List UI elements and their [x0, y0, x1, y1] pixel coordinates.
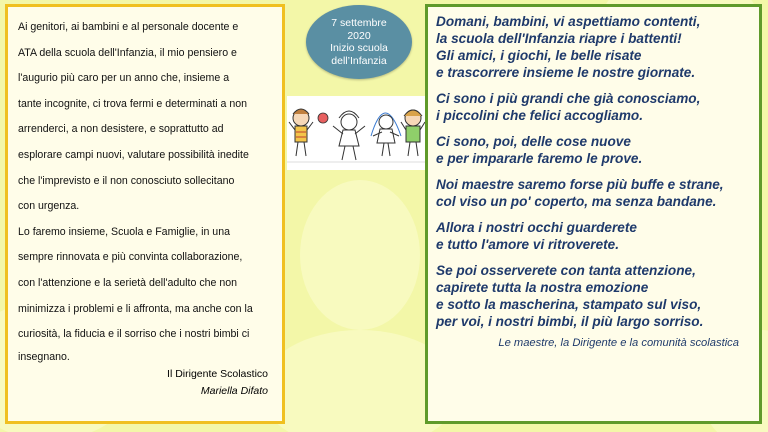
poem-line: e sotto la mascherina, stampato sul viso, — [436, 297, 702, 312]
poem-line: Domani, bambini, vi aspettiamo contenti, — [436, 14, 701, 29]
date-badge-line: Inizio scuola — [330, 42, 388, 54]
message-line: sempre rinnovata e più convinta collaborazione, — [18, 251, 243, 264]
message-line: Lo faremo insieme, Scuola e Famiglie, in una — [18, 225, 230, 238]
date-badge-line: dell’Infanzia — [331, 54, 387, 67]
message-line: che l'imprevisto e il non conosciuto sollecitano — [18, 174, 235, 187]
poem — [436, 13, 751, 330]
message-line: con urgenza. — [18, 200, 80, 213]
poem-line: per voi, i nostri bimbi, il più largo sorriso. — [436, 314, 704, 329]
poem-stanza — [436, 176, 751, 210]
signature-title: Il Dirigente Scolastico — [167, 367, 268, 380]
message-line: tante incognite, ci trova fermi e determinati a non — [18, 97, 248, 110]
poem-line: col viso un po' coperto, ma senza bandane. — [436, 194, 717, 209]
poem-stanza — [436, 219, 751, 253]
message-line: esplorare campi nuovi, valutare possibilità inedite — [18, 148, 249, 161]
poem-line: Allora i nostri occhi guarderete — [436, 220, 637, 235]
message-line: minimizza i problemi e li affronta, ma anche con la — [18, 302, 253, 315]
poem-line: e per impararle faremo le prove. — [436, 151, 643, 166]
dirigente-message-box — [5, 4, 285, 424]
message-line: con l'attenzione e la serietà dell'adulto che non — [18, 276, 238, 289]
children-playing-drawing — [287, 96, 426, 170]
message-line: curiosità, la fiducia e il sorriso che i nostri bimbi ci — [18, 328, 250, 341]
dirigente-signature — [18, 366, 274, 400]
message-line: ATA della scuola dell'Infanzia, il mio pensiero e — [18, 46, 237, 59]
poem-line: Ci sono, poi, delle cose nuove — [436, 134, 631, 149]
children-drawing-icon — [287, 96, 426, 170]
poem-line: Gli amici, i giochi, le belle risate — [436, 48, 642, 63]
poem-line: e tutto l'amore vi ritroverete. — [436, 237, 620, 252]
poem-stanza — [436, 13, 751, 81]
poem-signature: Le maestre, la Dirigente e la comunità scolastica — [498, 337, 739, 349]
poem-line: e trascorrere insieme le nostre giornate. — [436, 65, 696, 80]
poem-stanza — [436, 262, 751, 330]
poem-line: Se poi osserverete con tanta attenzione, — [436, 263, 696, 278]
poem-line: la scuola dell'Infanzia riapre i battenti! — [436, 31, 682, 46]
poem-line: i piccolini che felici accogliamo. — [436, 108, 643, 123]
poem-box — [425, 4, 762, 424]
date-badge-line: 7 settembre — [331, 17, 387, 29]
message-line: l'augurio più caro per un anno che, insieme a — [18, 72, 230, 85]
poem-line: Noi maestre saremo forse più buffe e strane, — [436, 177, 724, 192]
signature-name: Mariella Difato — [200, 384, 268, 397]
poem-stanza — [436, 90, 751, 124]
message-line: insegnano. — [18, 350, 70, 363]
poem-line: Ci sono i più grandi che già conosciamo, — [436, 91, 701, 106]
date-badge — [306, 5, 412, 79]
poem-stanza — [436, 133, 751, 167]
message-line: Ai genitori, ai bambini e al personale docente e — [18, 21, 239, 33]
message-line: arrenderci, a non desistere, e soprattutto ad — [18, 123, 224, 136]
poem-line: capirete tutta la nostra emozione — [436, 280, 649, 295]
dirigente-message — [18, 15, 274, 366]
date-badge-line: 2020 — [347, 29, 371, 42]
